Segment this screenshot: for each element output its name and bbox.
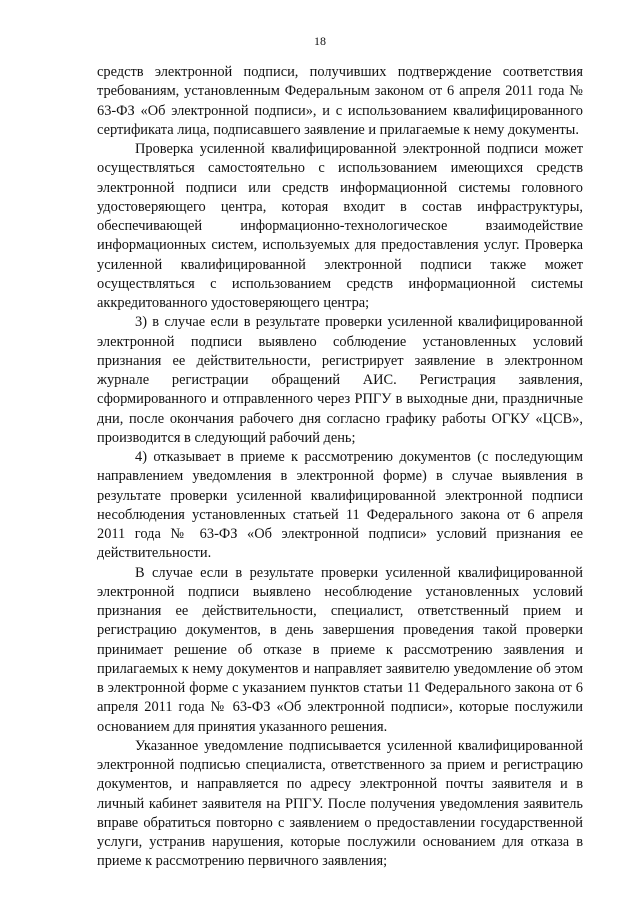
- paragraph-notification: Указанное уведомление подписывается усиленной квалифицированной электронной подписью специалиста, ответственного за прием и регистрацию документов, и направляется по адресу электронной почты заявителя и в личный кабинет заявителя на РПГУ. После получения уведомления заявитель вправе обратиться повторно с заявлением о предоставлении государственной услуги, устранив нарушения, которые послужили основанием для отказа в приеме к рассмотрению первичного заявления;: [97, 737, 583, 870]
- document-body: [97, 63, 583, 872]
- paragraph-signature-verification: Проверка усиленной квалифицированной электронной подписи может осуществляться самостоятельно с использованием имеющихся средств электронной подписи или средств информационной системы головного удостоверяющего центра, которая входит в состав инфраструктуры, обеспечивающей информационно-технологическое взаимодействие информационных систем, используемых для предоставления услуг. Проверка усиленной квалифицированной электронной подписи также может осуществляться с использованием средств информационной системы аккредитованного удостоверяющего центра;: [97, 141, 583, 311]
- paragraph-refusal-decision: В случае если в результате проверки усиленной квалифицированной электронной подписи выявлено несоблюдение установленных условий признания ее действительности, специалист, ответственный прием и регистрацию документов, в день завершения проведения такой проверки принимает решение об отказе в приеме к рассмотрению заявления и прилагаемых к нему документов и направляет заявителю уведомление об этом в электронной форме с указанием пунктов статьи 11 Федерального закона от 6 апреля 2011 года № 63-ФЗ «Об электронной подписи», которые послужили основанием для принятия указанного решения.: [97, 564, 583, 735]
- page-number: 18: [314, 34, 326, 48]
- paragraph-item-4: 4) отказывает в приеме к рассмотрению документов (с последующим направлением уведомления в электронной форме) в случае выявления в результате проверки усиленной квалифицированной электронной подписи несоблюдения установленных статьей 11 Федерального закона от 6 апреля 2011 года № 63-ФЗ «Об электронной подписи» условий признания ее действительности.: [97, 449, 583, 562]
- paragraph-continuation: средств электронной подписи, получивших подтверждение соответствия требованиям, установленным Федеральным законом от 6 апреля 2011 года № 63-ФЗ «Об электронной подписи», и с использованием квалифицированного сертификата лица, подписавшего заявление и прилагаемые к нему документы.: [97, 64, 583, 138]
- paragraph-item-3: 3) в случае если в результате проверки усиленной квалифицированной электронной подписи выявлено соблюдение установленных условий признания ее действительности, регистрирует заявление в электронном журнале регистрации обращений АИС. Регистрация заявления, сформированного и отправленного через РПГУ в выходные дни, праздничные дни, после окончания рабочего дня согласно графику работы ОГКУ «ЦСВ», производится в следующий рабочий день;: [97, 314, 583, 446]
